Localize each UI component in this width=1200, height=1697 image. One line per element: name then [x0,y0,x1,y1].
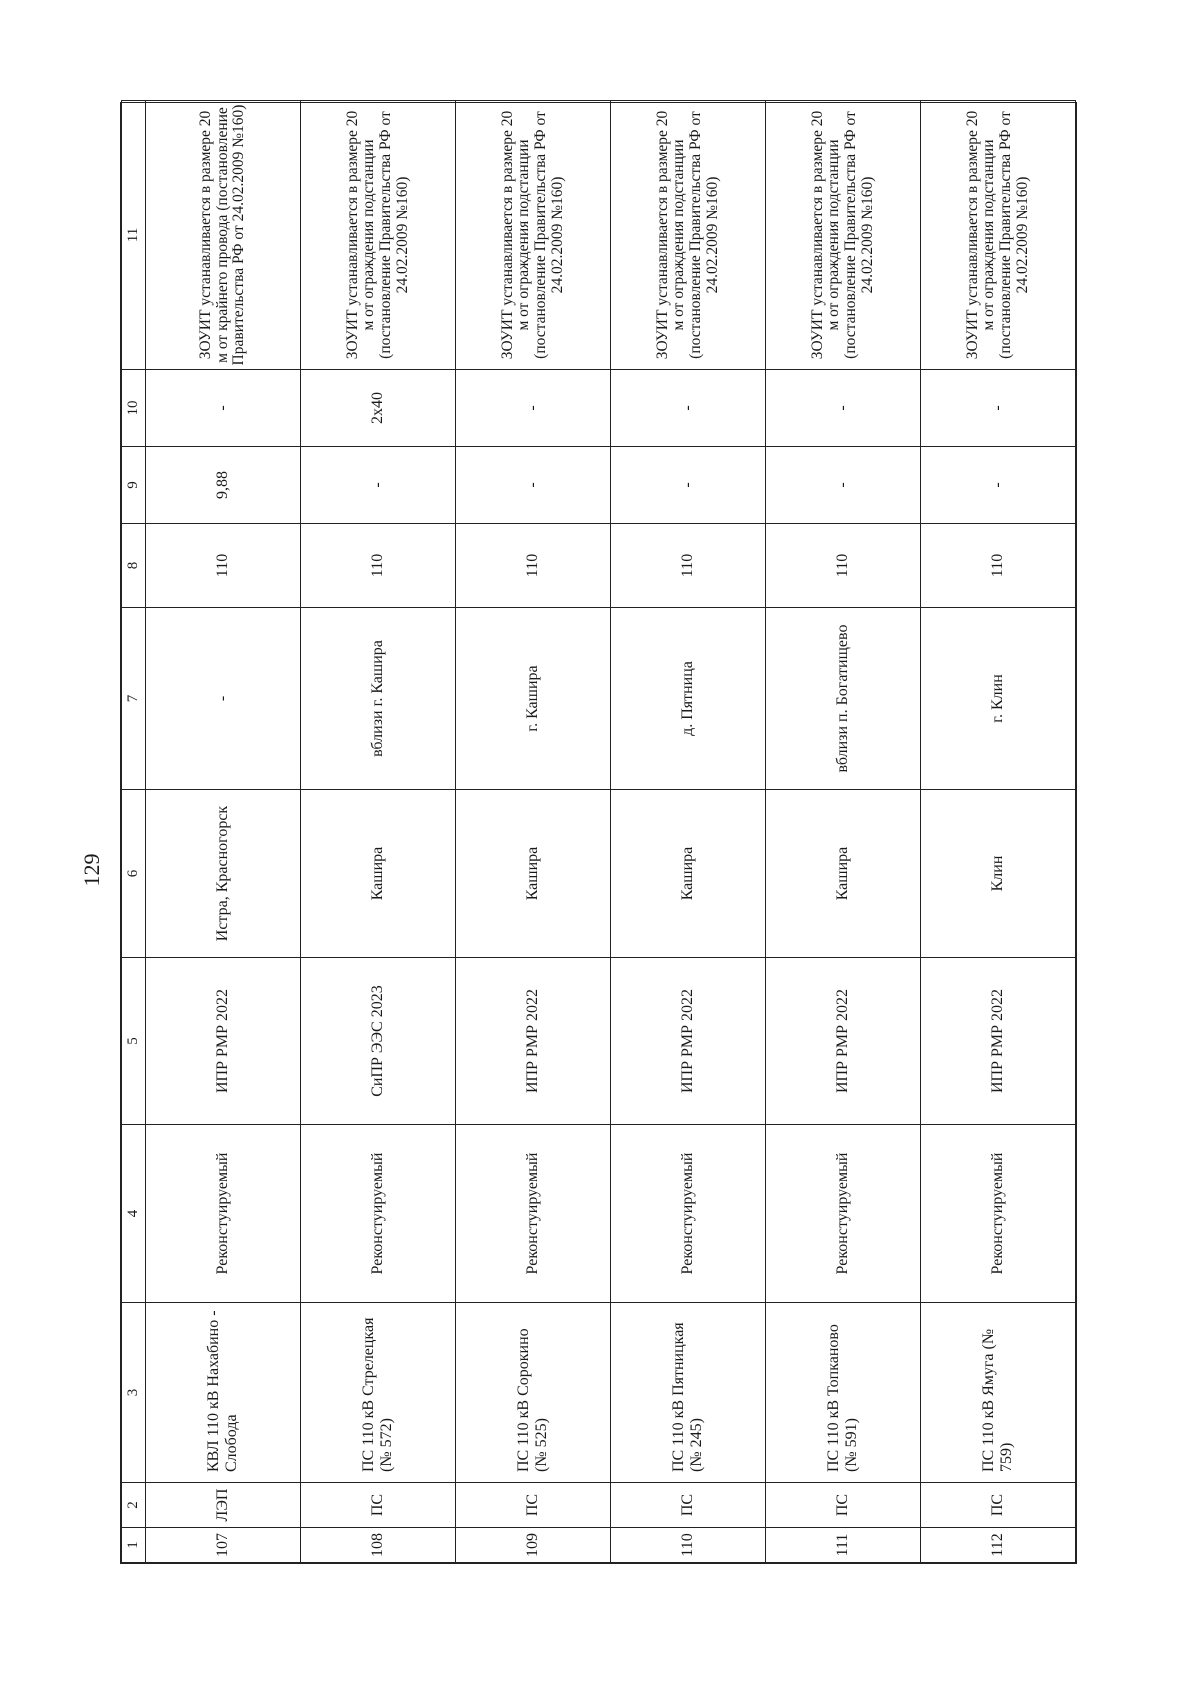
column-number: 11 [122,101,146,370]
row-number: 112 [921,1528,1076,1563]
table-row [456,101,611,1563]
page-number: 129 [79,853,104,887]
object-name: КВЛ 110 кВ Нахабино - Слобода [146,1303,301,1483]
column-number: 3 [122,1303,146,1483]
object-type: ЛЭП [146,1483,301,1528]
registry-table-frame [120,102,1077,1564]
length: - [921,447,1076,524]
zone-note: ЗОУИТ устанавливается в размере 20 м от ограждения подстанции (постановление Правительства РФ от 24.02.2009 №160) [456,101,611,370]
object-name: ПС 110 кВ Ямуга (№ 759) [921,1303,1076,1483]
zone-note: ЗОУИТ устанавливается в размере 20 м от ограждения подстанции (постановление Правительства РФ от 24.02.2009 №160) [921,101,1076,370]
object-status: Реконстуируемый [766,1125,921,1303]
table-row [766,101,921,1563]
district: Кашира [766,790,921,958]
district: Клин [921,790,1076,958]
table-row [921,101,1076,1563]
column-number: 5 [122,958,146,1125]
power: - [146,370,301,447]
voltage: 110 [766,524,921,608]
length: 9,88 [146,447,301,524]
source-document: ИПР РМР 2022 [921,958,1076,1125]
voltage: 110 [611,524,766,608]
column-number-row [122,101,146,1563]
zone-note: ЗОУИТ устанавливается в размере 20 м от крайнего провода (постановление Правительства РФ от 24.02.2009 №160) [146,101,301,370]
row-number: 108 [301,1528,456,1563]
column-number: 6 [122,790,146,958]
voltage: 110 [456,524,611,608]
voltage: 110 [301,524,456,608]
column-number: 1 [122,1528,146,1563]
location: вблизи п. Богатищево [766,608,921,790]
length: - [766,447,921,524]
voltage: 110 [146,524,301,608]
location: д. Пятница [611,608,766,790]
district: Истра, Красногорск [146,790,301,958]
length: - [456,447,611,524]
table-row [611,101,766,1563]
object-status: Реконстуируемый [146,1125,301,1303]
object-name: ПС 110 кВ Топканово (№ 591) [766,1303,921,1483]
column-number: 2 [122,1483,146,1528]
registry-table [121,100,1076,1563]
row-number: 109 [456,1528,611,1563]
column-number: 10 [122,370,146,447]
object-type: ПС [611,1483,766,1528]
length: - [301,447,456,524]
location: вблизи г. Кашира [301,608,456,790]
location: - [146,608,301,790]
column-number: 7 [122,608,146,790]
row-number: 110 [611,1528,766,1563]
object-name: ПС 110 кВ Пятницкая (№ 245) [611,1303,766,1483]
object-name: ПС 110 кВ Сорокино (№ 525) [456,1303,611,1483]
column-number: 4 [122,1125,146,1303]
object-status: Реконстуируемый [301,1125,456,1303]
power: - [611,370,766,447]
table-row [146,101,301,1563]
power: 2х40 [301,370,456,447]
location: г. Кашира [456,608,611,790]
zone-note: ЗОУИТ устанавливается в размере 20 м от ограждения подстанции (постановление Правительства РФ от 24.02.2009 №160) [766,101,921,370]
source-document: СиПР ЭЭС 2023 [301,958,456,1125]
power: - [766,370,921,447]
object-type: ПС [921,1483,1076,1528]
power: - [456,370,611,447]
location: г. Клин [921,608,1076,790]
object-status: Реконстуируемый [921,1125,1076,1303]
object-name: ПС 110 кВ Стрелецкая (№ 572) [301,1303,456,1483]
row-number: 111 [766,1528,921,1563]
source-document: ИПР РМР 2022 [456,958,611,1125]
object-type: ПС [766,1483,921,1528]
zone-note: ЗОУИТ устанавливается в размере 20 м от ограждения подстанции (постановление Правительства РФ от 24.02.2009 №160) [301,101,456,370]
voltage: 110 [921,524,1076,608]
row-number: 107 [146,1528,301,1563]
column-number: 8 [122,524,146,608]
object-status: Реконстуируемый [611,1125,766,1303]
object-type: ПС [301,1483,456,1528]
column-number: 9 [122,447,146,524]
object-status: Реконстуируемый [456,1125,611,1303]
zone-note: ЗОУИТ устанавливается в размере 20 м от ограждения подстанции (постановление Правительства РФ от 24.02.2009 №160) [611,101,766,370]
object-type: ПС [456,1483,611,1528]
district: Кашира [301,790,456,958]
power: - [921,370,1076,447]
source-document: ИПР РМР 2022 [611,958,766,1125]
length: - [611,447,766,524]
source-document: ИПР РМР 2022 [766,958,921,1125]
district: Кашира [456,790,611,958]
table-row [301,101,456,1563]
district: Кашира [611,790,766,958]
source-document: ИПР РМР 2022 [146,958,301,1125]
